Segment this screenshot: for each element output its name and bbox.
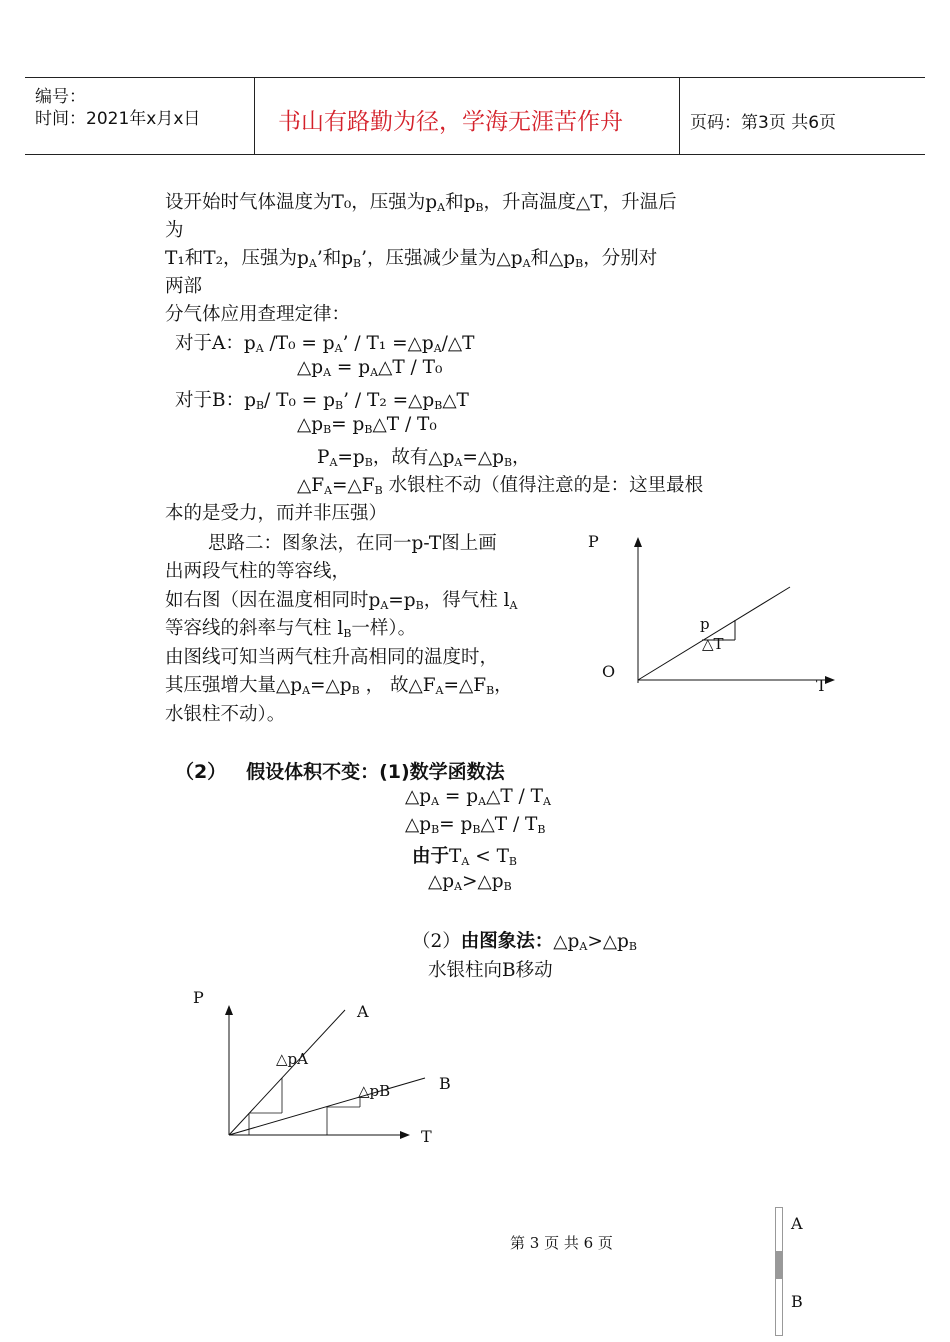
equation-equal-pressure: $P_A=p_B$，故有$\triangle p_A=\triangle p_B$， <box>317 447 531 469</box>
header-top-rule <box>25 77 925 78</box>
page-footer: 第 3 页 共 6 页 <box>510 1234 613 1252</box>
tube-label-a: A <box>791 1214 803 1233</box>
graph2-t-label: T <box>421 1127 432 1146</box>
graph-pt-isochore <box>590 525 840 700</box>
text-line: 两部 <box>165 276 203 297</box>
text-line: 出两段气柱的等容线， <box>165 561 351 582</box>
conclusion-line: 水银柱向B移动 <box>428 960 553 981</box>
graph1-isochore-line <box>638 587 790 680</box>
graph1-t-label: T <box>816 676 827 695</box>
text-line: 水银柱不动）。 <box>165 704 286 725</box>
equation-2-compare: 由于$T_A < T_B$ <box>412 846 518 868</box>
equation-a-delta: $\triangle p_A$ = $p_A\triangle T / T_0$ <box>297 357 443 379</box>
text-line: 分气体应用查理定律： <box>165 304 351 325</box>
equation-b-ratio: 对于B：$p_B/$ $T_0 = p_B$’ / $T_2 =\triangle p_B\triangle T$ <box>175 390 469 412</box>
header-divider-right <box>679 77 680 155</box>
graph1-dt-label: △T <box>702 635 724 653</box>
equation-b-delta: $\triangle p_B=$ $p_B\triangle T / T_0$ <box>297 414 437 436</box>
text-line: 如右图（因在温度相同时$p_A=p_B$，得气柱 $l_A$ <box>165 590 518 612</box>
text-line: 为 <box>165 220 184 241</box>
text-line: 其压强增大量$\triangle p_A=\triangle p_B$ ， 故$\triangle F_A=\triangle F_B$， <box>165 675 513 697</box>
graph2-p-arrow <box>225 1005 233 1015</box>
text-line: 设开始时气体温度为T₀，压强为$p_A$和$p_B$，升高温度△T，升温后 <box>165 192 677 214</box>
graph2-dpb-label: △pB <box>358 1082 391 1100</box>
text-line: T₁和T₂，压强为$p_A$’和$p_B$’，压强减少量为$\triangle p_A$和$\triangle p_B$，分别对 <box>165 248 658 270</box>
mercury-tube <box>775 1207 783 1336</box>
graph2-b-label: B <box>439 1074 451 1093</box>
header-motto: 书山有路勤为径，学海无涯苦作舟 <box>278 109 623 135</box>
header-page-label: 页码：第3页 共6页 <box>690 113 837 133</box>
header-number-label: 编号： <box>35 87 86 107</box>
graph2-p-label: P <box>193 988 204 1007</box>
equation-force: $\triangle F_A=\triangle F_B$ 水银柱不动（值得注意的是：这里最根 <box>297 475 704 497</box>
header-bottom-rule <box>25 154 925 155</box>
equation-2-b: $\triangle p_B=$ $p_B\triangle T / T_B$ <box>405 814 546 836</box>
graph2-a-label: A <box>357 1002 369 1021</box>
header-time-label: 时间：2021年x月x日 <box>35 109 201 129</box>
equation-2-a: $\triangle p_A$ = $p_A\triangle T / T_A$ <box>405 786 551 808</box>
equation-a-ratio: 对于A：$p_A$ $/T_0 = p_A$’ / $T_1 =\triangle p_A/\triangle T$ <box>175 333 475 355</box>
graph1-dp-label: p <box>700 615 710 633</box>
text-line: 本的是受力，而并非压强） <box>165 503 388 524</box>
section2-heading: （2） 假设体积不变：(1)数学函数法 <box>175 761 505 783</box>
graph1-p-label: P <box>588 532 599 551</box>
tube-label-b: B <box>791 1292 803 1311</box>
text-line: 思路二：图象法，在同一p-T图上画 <box>208 533 497 554</box>
graph1-p-arrow <box>634 537 642 547</box>
text-line: 由图线可知当两气柱升高相同的温度时， <box>165 647 499 668</box>
text-line: 等容线的斜率与气柱 $l_B$一样）。 <box>165 618 417 640</box>
graph-method-line: （2）由图象法：$\triangle p_A>\triangle p_B$ <box>412 931 637 953</box>
graph-pt-two-isochores <box>185 985 460 1155</box>
graph2-dpa-label: △pA <box>276 1050 308 1068</box>
graph2-t-arrow <box>400 1131 410 1139</box>
graph1-o-label: O <box>602 662 616 681</box>
header-divider-left <box>254 77 255 155</box>
mercury-column <box>776 1251 782 1279</box>
equation-2-result: $\triangle p_A>\triangle p_B$ <box>428 871 512 893</box>
graph2-line-a <box>229 1010 345 1135</box>
